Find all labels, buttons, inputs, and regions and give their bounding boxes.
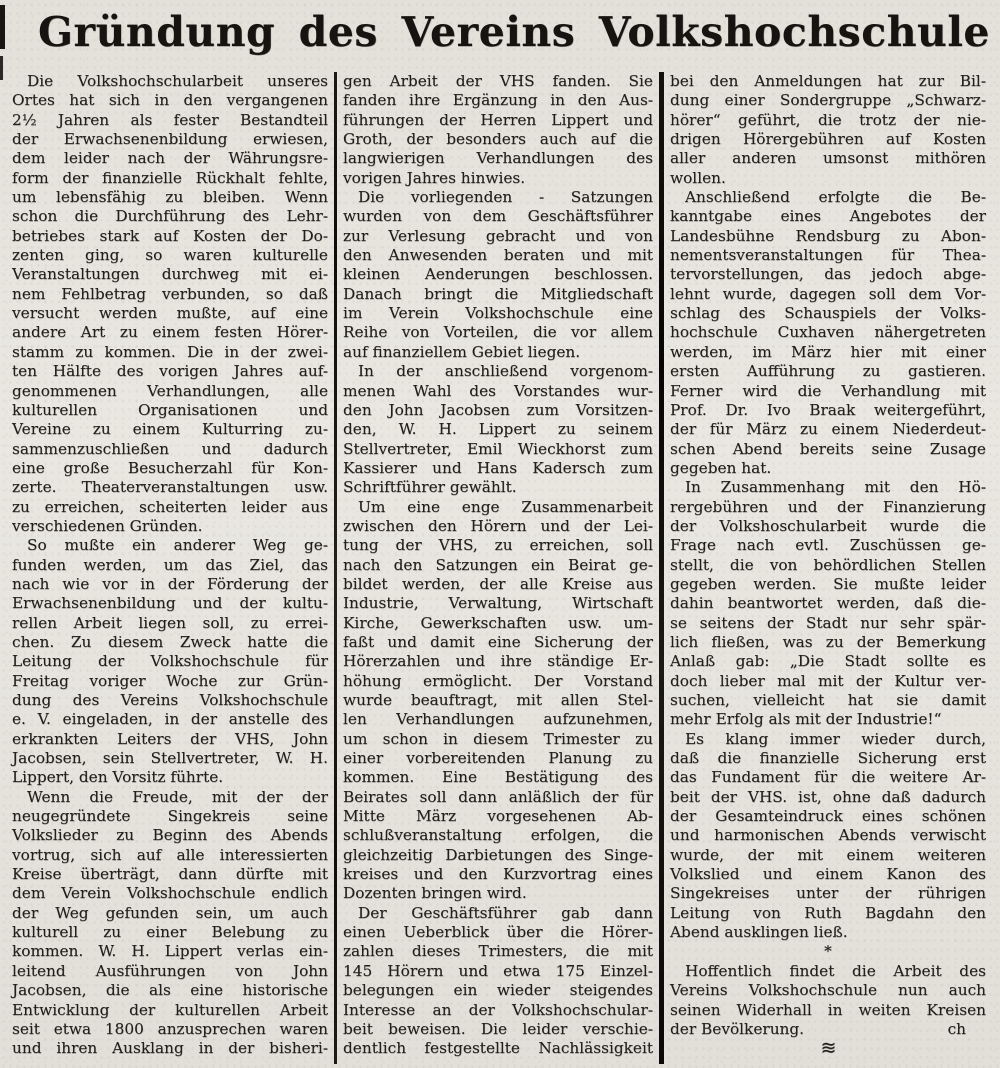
text-line: mehr Erfolg als mit der Industrie!“ (670, 710, 942, 729)
text-line: gleichzeitig Darbietungen des Singe- (343, 845, 653, 864)
text-line: kleinen Aenderungen beschlossen. (343, 265, 653, 284)
text-line: Der Geschäftsführer gab dann (358, 903, 653, 922)
text-line: Frage nach evtl. Zuschüssen ge- (670, 536, 986, 555)
text-line: doch lieber mal mit der Kultur ver- (670, 671, 986, 690)
text-line: schlag des Schauspiels der Volks- (670, 304, 986, 323)
text-line: gen Arbeit der VHS fanden. Sie (343, 72, 653, 90)
scan-edge-mark (0, 56, 3, 80)
text-line: gegeben werden. Sie mußte leider (670, 574, 986, 593)
text-line: Wenn die Freude, mit der der (27, 787, 328, 806)
text-line: Freitag voriger Woche zur Grün- (12, 671, 328, 690)
text-line: zenten ging, so waren kulturelle (12, 246, 328, 265)
text-line: form der finanzielle Rückhalt fehlte, (12, 168, 328, 187)
text-line: kommen. Eine Bestätigung des (343, 768, 653, 787)
text-line: und ihren Ausklang in der bisheri- (12, 1039, 328, 1058)
text-line: seit etwa 1800 anzusprechen waren (12, 1019, 328, 1038)
text-line: nem Fehlbetrag verbunden, so daß (12, 284, 328, 303)
text-line: Stellvertreter, Emil Wieckhorst zum (343, 439, 653, 458)
text-line: zahlen dieses Trimesters, die mit (343, 942, 653, 961)
text-line: wurden von dem Geschäftsführer (343, 207, 653, 226)
text-line: Anschließend erfolgte die Be- (685, 188, 986, 207)
text-line: So mußte ein anderer Weg ge- (27, 536, 328, 555)
text-line: stamm zu kommen. Die in der zwei- (12, 342, 328, 361)
text-line: das Fundament für die weitere Ar- (670, 768, 986, 787)
article-body (12, 72, 986, 1068)
text-line: zur Verlesung gebracht und von (343, 226, 653, 245)
text-line: Dozenten bringen wird. (343, 884, 527, 903)
text-line: Leitung der Volkshochschule für (12, 652, 328, 671)
text-line: den, W. H. Lippert zu seinem (343, 420, 653, 439)
text-line: tervorstellungen, das jedoch abge- (670, 265, 986, 284)
text-line: seinen Widerhall in weiten Kreisen (670, 1000, 986, 1019)
text-line: wollen. (670, 168, 726, 187)
text-line: Kirche, Gewerkschaften usw. um- (343, 613, 653, 632)
text-line: chen. Zu diesem Zweck hatte die (12, 632, 328, 651)
text-line: Singekreises unter der rührigen (670, 884, 986, 903)
text-line: Volkslied und einem Kanon des (670, 865, 986, 884)
text-line: Lippert, den Vorsitz führte. (12, 768, 224, 787)
text-line: Veranstaltungen durchweg mit ei- (12, 265, 328, 284)
scan-edge-mark (0, 5, 5, 49)
text-line: um schon in diesem Trimester zu (343, 729, 653, 748)
text-line: Kreise überträgt, dann dürfte mit (12, 865, 328, 884)
text-line: wurde beauftragt, mit allen Stel- (343, 691, 653, 709)
text-line: betriebes stark auf Kosten der Do- (12, 226, 328, 245)
text-line: Danach bringt die Mitgliedschaft (343, 284, 653, 303)
text-line: Jacobsen, die als eine historische (12, 981, 328, 1000)
text-line: suchen, vielleicht hat sie damit (670, 691, 986, 709)
text-line: nementsveranstaltungen für Thea- (670, 246, 986, 265)
text-line: Interesse an der Volkshochschular- (343, 1000, 653, 1019)
text-line: kulturellen Organisationen und (12, 400, 328, 419)
text-line: Anlaß gab: „Die Stadt sollte es (670, 652, 986, 671)
text-line: genommenen Verhandlungen, alle (12, 381, 328, 400)
text-line: zerte. Theaterveranstaltungen usw. (12, 478, 328, 497)
column-divider-1 (334, 72, 337, 1064)
text-line: lehnt wurde, dagegen soll dem Vor- (670, 284, 986, 303)
text-line: vortrug, sich auf alle interessierten (12, 845, 328, 864)
text-line: den Anwesenden beraten und mit (343, 246, 653, 265)
text-line: dem leider nach der Währungsre- (12, 149, 328, 168)
text-line: drigen Hörergebühren auf Kosten (670, 130, 986, 149)
text-line: In der anschließend vorgenom- (358, 362, 653, 381)
text-line: Reihe von Vorteilen, die vor allem (343, 323, 653, 342)
text-line: Groth, der besonders auch auf die (343, 130, 653, 149)
text-line: schlußveranstaltung erfolgen, die (343, 826, 653, 845)
author-initials: ch (947, 1019, 966, 1038)
text-line: hochschule Cuxhaven nähergetreten (670, 323, 986, 342)
text-line: rergebühren und der Finanzierung (670, 497, 986, 516)
text-line: Es klang immer wieder durch, (685, 729, 986, 748)
text-line: 2½ Jahren als fester Bestandteil (12, 110, 328, 129)
text-line: bildet werden, der alle Kreise aus (343, 574, 653, 593)
text-line: lich fließen, was zu der Bemerkung (670, 632, 986, 651)
section-separator-star: * (824, 942, 832, 961)
text-line: sammenzuschließen und dadurch (12, 439, 328, 458)
text-line: beit der VHS. ist, ohne daß dadurch (670, 787, 986, 806)
text-line: Landesbühne Rendsburg zu Abon- (670, 226, 986, 245)
text-line: fanden ihre Ergänzung in den Aus- (343, 91, 653, 110)
text-line: Vereins Volkshochschule nun auch (670, 981, 986, 1000)
text-line: tung der VHS, zu erreichen, soll (343, 536, 653, 555)
text-line: belegungen ein wieder steigendes (343, 981, 653, 1000)
text-line: der Volkshoschularbeit wurde die (670, 516, 986, 535)
text-line: versucht werden mußte, auf eine (12, 304, 328, 323)
text-line: Abend ausklingen ließ. (670, 923, 848, 942)
text-line: Entwicklung der kulturellen Arbeit (12, 1000, 328, 1019)
text-line: hörer“ geführt, die trotz der nie- (670, 110, 986, 129)
end-squiggle: ≋ (820, 1037, 836, 1060)
text-line: Mitte März vorgesehenen Ab- (343, 807, 653, 826)
text-line: dahin beantwortet werden, daß die- (670, 594, 986, 613)
text-line: nach den Satzungen ein Beirat ge- (343, 555, 653, 574)
text-line: erkrankten Leiters der VHS, John (12, 729, 328, 748)
text-line: faßt und damit eine Sicherung der (343, 632, 653, 651)
text-line: Prof. Dr. Ivo Braak weitergeführt, (670, 400, 986, 419)
text-line: daß die finanzielle Sicherung erst (670, 749, 986, 768)
text-line: len Verhandlungen aufzunehmen, (343, 710, 653, 729)
text-line: neugegründete Singekreis seine (12, 807, 328, 826)
text-line: der Erwachsenenbildung erwiesen, (12, 130, 328, 149)
text-line: beit beweisen. Die leider verschie- (343, 1019, 653, 1038)
text-line: zu erreichen, scheiterten leider aus (12, 497, 328, 516)
text-line: Vereine zu einem Kulturring zu- (12, 420, 328, 439)
text-line: höhung ermöglicht. Der Vorstand (343, 671, 653, 690)
text-line: ten Hälfte des vorigen Jahres auf- (12, 362, 328, 381)
article-column-3 (670, 72, 986, 1068)
text-line: Leitung von Ruth Bagdahn den (670, 903, 986, 922)
text-line: auf finanziellem Gebiet liegen. (343, 342, 581, 361)
text-line: Volkslieder zu Beginn des Abends (12, 826, 328, 845)
text-line: wurde, der mit einem weiteren (670, 845, 986, 864)
text-line: 145 Hörern und etwa 175 Einzel- (343, 961, 653, 980)
text-line: vorigen Jahres hinwies. (343, 168, 526, 187)
text-line: Jacobsen, sein Stellvertreter, W. H. (12, 749, 328, 768)
text-line: Hörerzahlen und ihre ständige Er- (343, 652, 653, 671)
text-line: Die Volkshochschularbeit unseres (27, 72, 328, 90)
text-line: In Zusammenhang mit den Hö- (685, 478, 986, 497)
text-line: bei den Anmeldungen hat zur Bil- (670, 72, 986, 90)
text-line: stellt, die von behördlichen Stellen (670, 555, 986, 574)
text-line: der Weg gefunden sein, um auch (12, 903, 328, 922)
text-line: der für März zu einem Niederdeut- (670, 420, 986, 439)
column-divider-2 (659, 72, 664, 1064)
text-line: Beirates soll dann anläßlich der für (343, 787, 653, 806)
article-column-1 (12, 72, 328, 1068)
text-line: und harmonischen Abends verwischt (670, 826, 986, 845)
text-line: nach wie vor in der Förderung der (12, 574, 328, 593)
text-line: leitend Ausführungen von John (12, 961, 328, 980)
text-line: dung des Vereins Volkshochschule (12, 691, 328, 709)
text-line: Kassierer und Hans Kadersch zum (343, 458, 653, 477)
article-headline: Gründung des Vereins Volkshochschule (38, 8, 990, 56)
text-line: werden, im März hier mit einer (670, 342, 986, 361)
text-line: einer vorbereitenden Planung zu (343, 749, 653, 768)
text-line: Hoffentlich findet die Arbeit des (685, 961, 986, 980)
text-line: schon die Durchführung des Lehr- (12, 207, 328, 226)
text-line: e. V. eingeladen, in der anstelle des (12, 710, 328, 729)
text-line: kommen. W. H. Lippert verlas ein- (12, 942, 328, 961)
text-line: führungen der Herren Lippert und (343, 110, 653, 129)
article-column-2 (343, 72, 653, 1068)
text-line: gegeben hat. (670, 458, 772, 477)
text-line: aller anderen umsonst mithören (670, 149, 986, 168)
text-line: dentlich festgestellte Nachlässigkeit (343, 1039, 653, 1058)
text-line: der Gesamteindruck eines schönen (670, 807, 986, 826)
text-line: dem Verein Volkshochschule endlich (12, 884, 328, 903)
text-line: im Verein Volkshochschule eine (343, 304, 653, 323)
text-line: schen Abend bereits seine Zusage (670, 439, 986, 458)
text-line: kanntgabe eines Angebotes der (670, 207, 986, 226)
text-line: andere Art zu einem festen Hörer- (12, 323, 328, 342)
text-line: menen Wahl des Vorstandes wur- (343, 381, 653, 400)
text-line: rellen Arbeit liegen soll, zu errei- (12, 613, 328, 632)
text-line: Ortes hat sich in den vergangenen (12, 91, 328, 110)
text-line: langwierigen Verhandlungen des (343, 149, 653, 168)
text-line: ersten Aufführung zu gastieren. (670, 362, 986, 381)
text-line: funden werden, um das Ziel, das (12, 555, 328, 574)
text-line: um lebensfähig zu bleiben. Wenn (12, 188, 328, 207)
text-line: eine große Besucherzahl für Kon- (12, 458, 328, 477)
text-line: Ferner wird die Verhandlung mit (670, 381, 986, 400)
text-line: Schriftführer gewählt. (343, 478, 517, 497)
text-line: einen Ueberblick über die Hörer- (343, 923, 653, 942)
text-line: dung einer Sondergruppe „Schwarz- (670, 91, 986, 110)
text-line: Die vorliegenden - Satzungen (358, 188, 653, 207)
text-line: zwischen den Hörern und der Lei- (343, 516, 653, 535)
text-line: verschiedenen Gründen. (12, 516, 203, 535)
text-line: Industrie, Verwaltung, Wirtschaft (343, 594, 653, 613)
text-line: der Bevölkerung. (670, 1019, 805, 1038)
text-line: den John Jacobsen zum Vorsitzen- (343, 400, 653, 419)
text-line: se seitens der Stadt nur sehr spär- (670, 613, 986, 632)
text-line: kulturell zu einer Belebung zu (12, 923, 328, 942)
text-line: kreises und den Kurzvortrag eines (343, 865, 653, 884)
text-line: Um eine enge Zusammenarbeit (358, 497, 653, 516)
text-line: Erwachsenenbildung und der kultu- (12, 594, 328, 613)
